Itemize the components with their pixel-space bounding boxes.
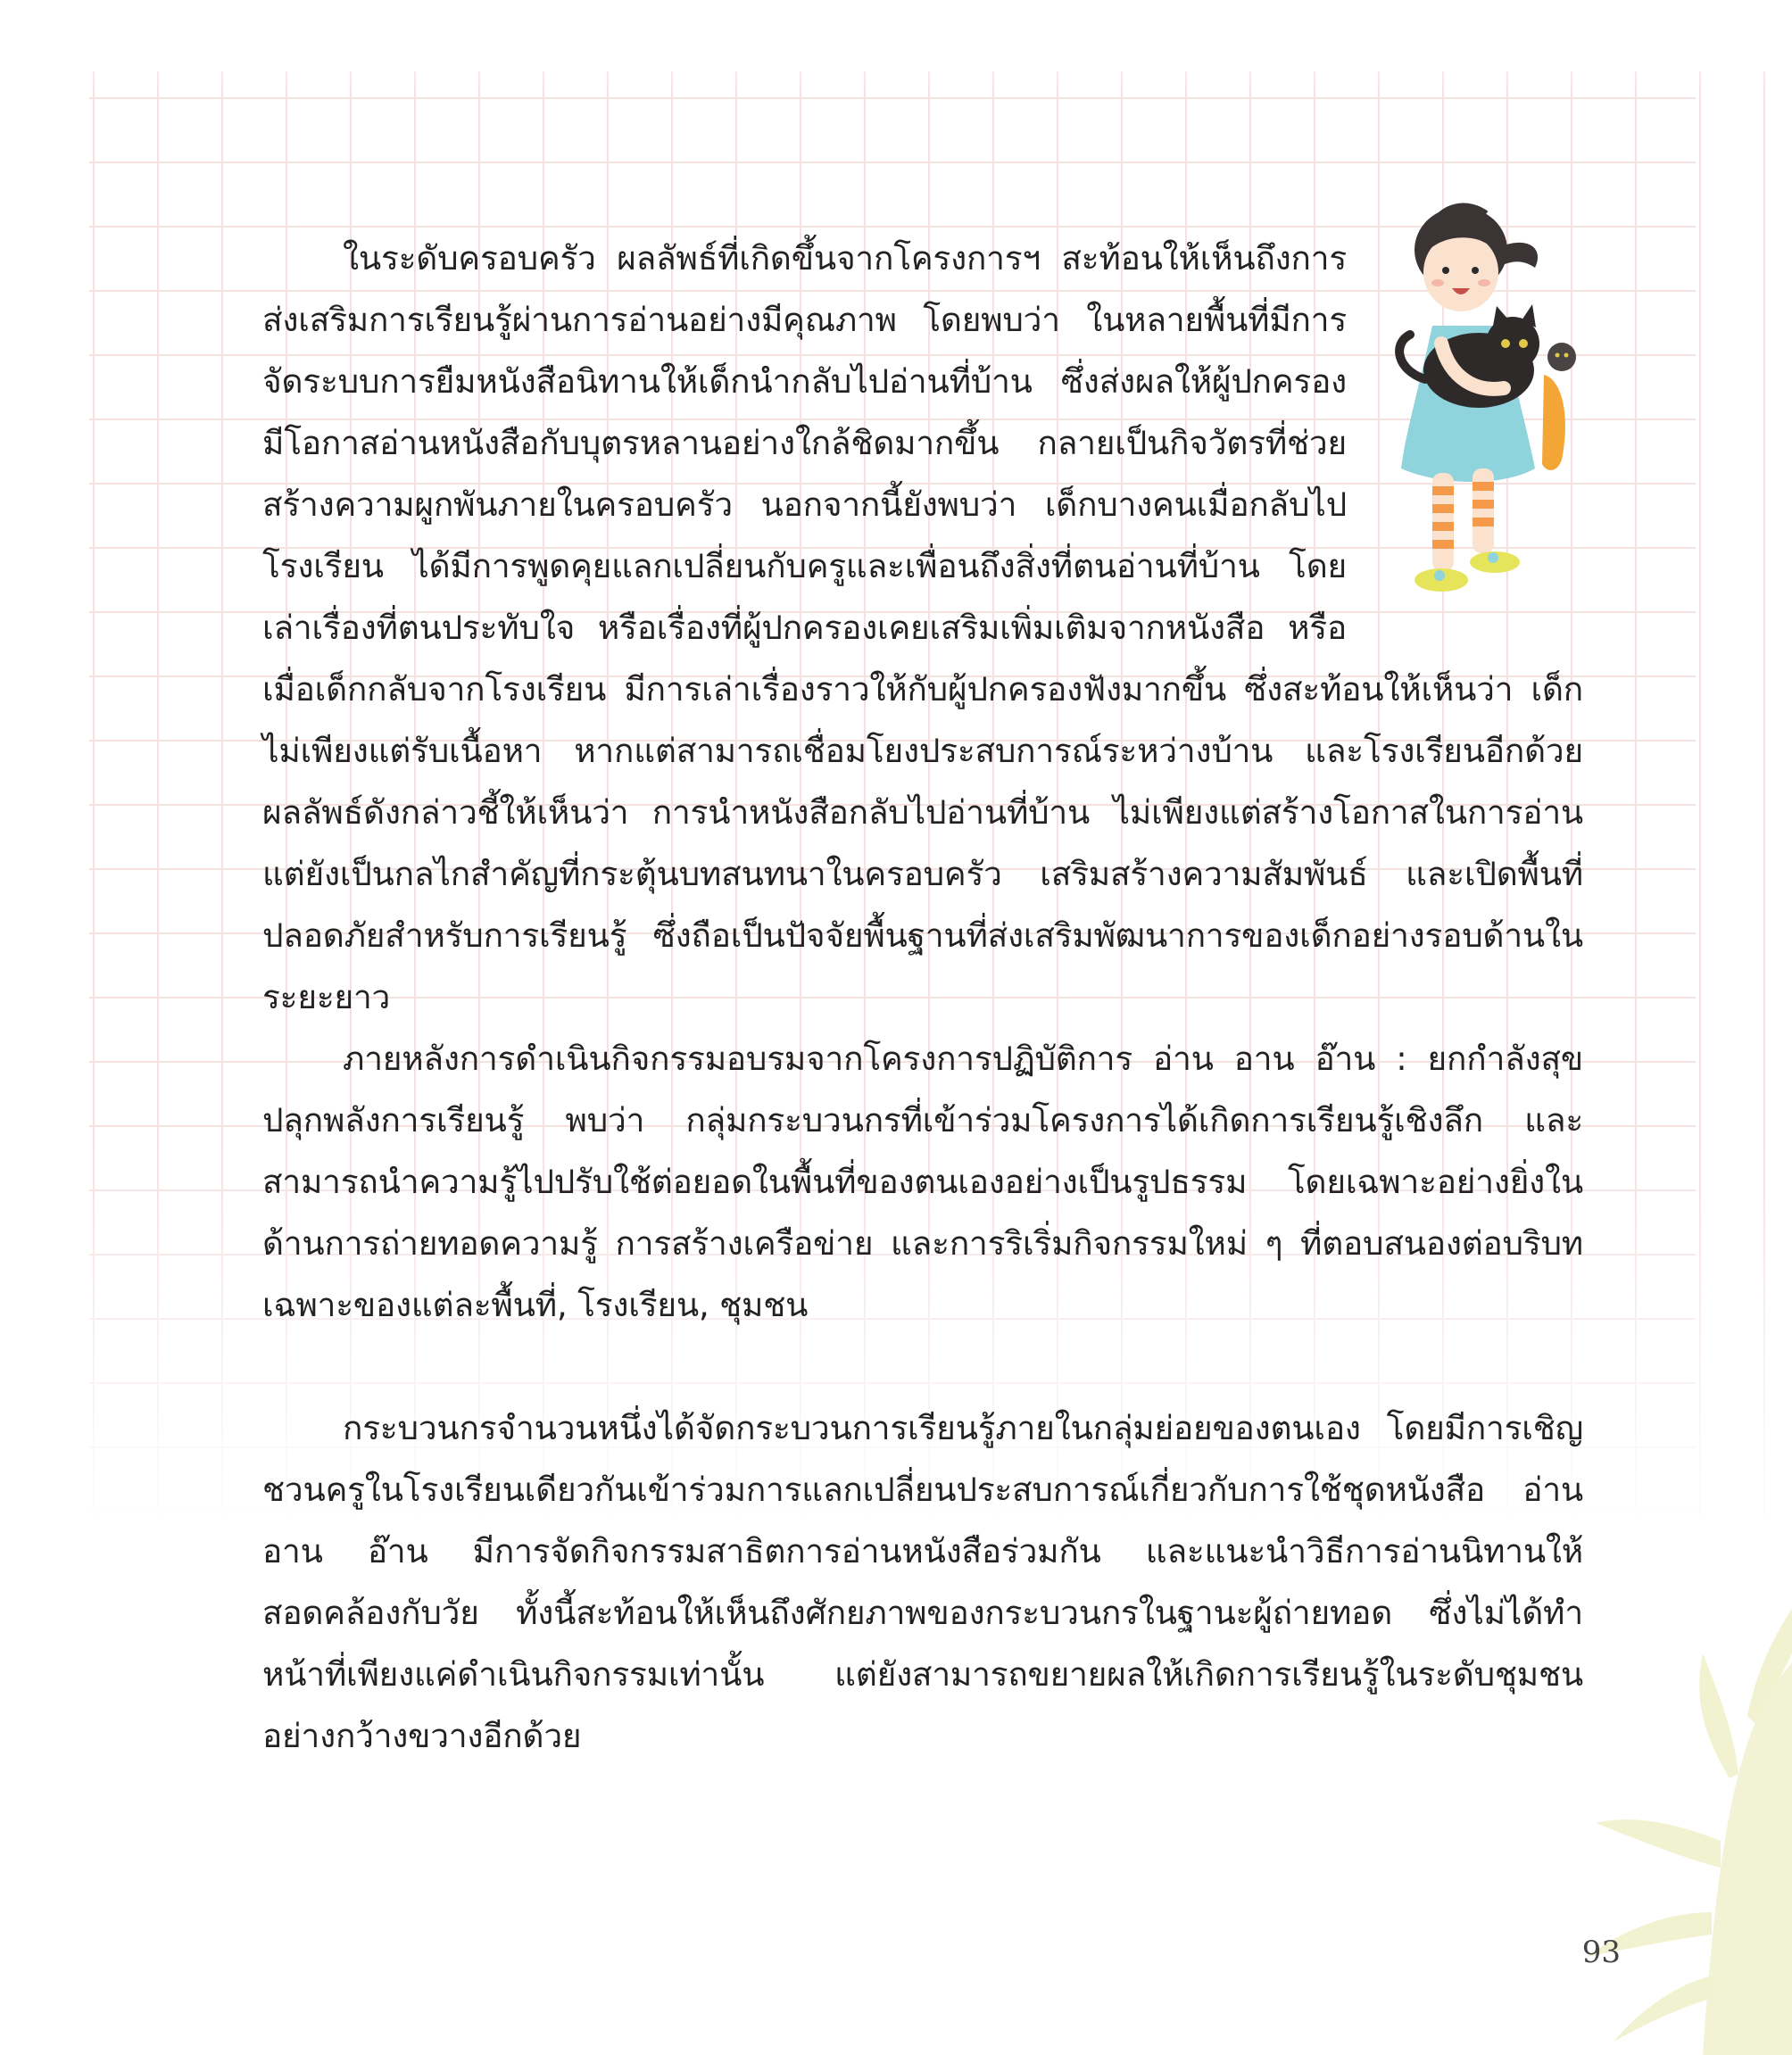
paragraph-post-training-outcomes: ภายหลังการดำเนินกิจกรรมอบรมจากโครงการปฏิบัติการ อ่าน อาน อ๊าน : ยกกำลังสุข ปลุกพลังการเรียนรู้ พบว่า กลุ่มกระบวนกรที่เข้าร่วมโครงการได้เกิดการเรียนรู้เชิงลึก และสามารถนำความรู้ไปปรับใช้ต่อยอดในพื้นที่ของตนเองอย่างเป็นรูปธรรม โดยเฉพาะอย่างยิ่งในด้านการถ่ายทอดความรู้ การสร้างเครือข่าย และการริเริ่มกิจกรรมใหม่ ๆ ที่ตอบสนองต่อบริบทเฉพาะของแต่ละพื้นที่, โรงเรียน, ชุมชน: [262, 1040, 1583, 1324]
leaf-decoration: [1569, 1555, 1792, 2055]
paragraph-family-outcomes: ในระดับครอบครัว ผลลัพธ์ที่เกิดขึ้นจากโครงการฯ สะท้อนให้เห็นถึงการส่งเสริมการเรียนรู้ผ่านการอ่านอย่างมีคุณภาพ โดยพบว่า ในหลายพื้นที่มีการจัดระบบการยืมหนังสือนิทานให้เด็กนำกลับไปอ่านที่บ้าน ซึ่งส่งผลให้ผู้ปกครองมีโอกาสอ่านหนังสือกับบุตรหลานอย่างใกล้ชิดมากขึ้น กลายเป็นกิจวัตรที่ช่วยสร้างความผูกพันภายในครอบครัว นอกจากนี้ยังพบว่า เด็กบางคนเมื่อกลับไปโรงเรียน ได้มีการพูดคุยแลกเปลี่ยนกับครูและเพื่อนถึงสิ่งที่ตนอ่านที่บ้าน โดยเล่าเรื่องที่ตนประทับใจ หรือเรื่องที่ผู้ปกครองเคยเสริมเพิ่มเติมจากหนังสือ หรือเมื่อเด็กกลับจากโรงเรียน มีการเล่าเรื่องราวให้กับผู้ปกครองฟังมากขึ้น ซึ่งสะท้อนให้เห็นว่า เด็กไม่เพียงแต่รับเนื้อหา หากแต่สามารถเชื่อมโยงประสบการณ์ระหว่างบ้าน และโรงเรียนอีกด้วย ผลลัพธ์ดังกล่าวชี้ให้เห็นว่า การนำหนังสือกลับไปอ่านที่บ้าน ไม่เพียงแต่สร้างโอกาสในการอ่าน แต่ยังเป็นกลไกสำคัญที่กระตุ้นบทสนทนาในครอบครัว เสริมสร้างความสัมพันธ์ และเปิดพื้นที่ปลอดภัยสำหรับการเรียนรู้ ซึ่งถือเป็นปัจจัยพื้นฐานที่ส่งเสริมพัฒนาการของเด็กอย่างรอบด้านในระยะยาว: [262, 239, 1583, 1016]
paragraph-facilitators-expansion: กระบวนกรจำนวนหนึ่งได้จัดกระบวนการเรียนรู้ภายในกลุ่มย่อยของตนเอง โดยมีการเชิญชวนครูในโรงเรียนเดียวกันเข้าร่วมการแลกเปลี่ยนประสบการณ์เกี่ยวกับการใช้ชุดหนังสือ อ่าน อาน อ๊าน มีการจัดกิจกรรมสาธิตการอ่านหนังสือร่วมกัน และแนะนำวิธีการอ่านนิทานให้สอดคล้องกับวัย ทั้งนี้สะท้อนให้เห็นถึงศักยภาพของกระบวนกรในฐานะผู้ถ่ายทอด ซึ่งไม่ได้ทำหน้าที่เพียงแค่ดำเนินกิจกรรมเท่านั้น แต่ยังสามารถขยายผลให้เกิดการเรียนรู้ในระดับชุมชนอย่างกว้างขวางอีกด้วย: [262, 1409, 1583, 1755]
body-text: [262, 228, 1583, 1767]
page-number: 93: [1581, 1935, 1621, 1970]
illustration-space: [1347, 228, 1583, 647]
